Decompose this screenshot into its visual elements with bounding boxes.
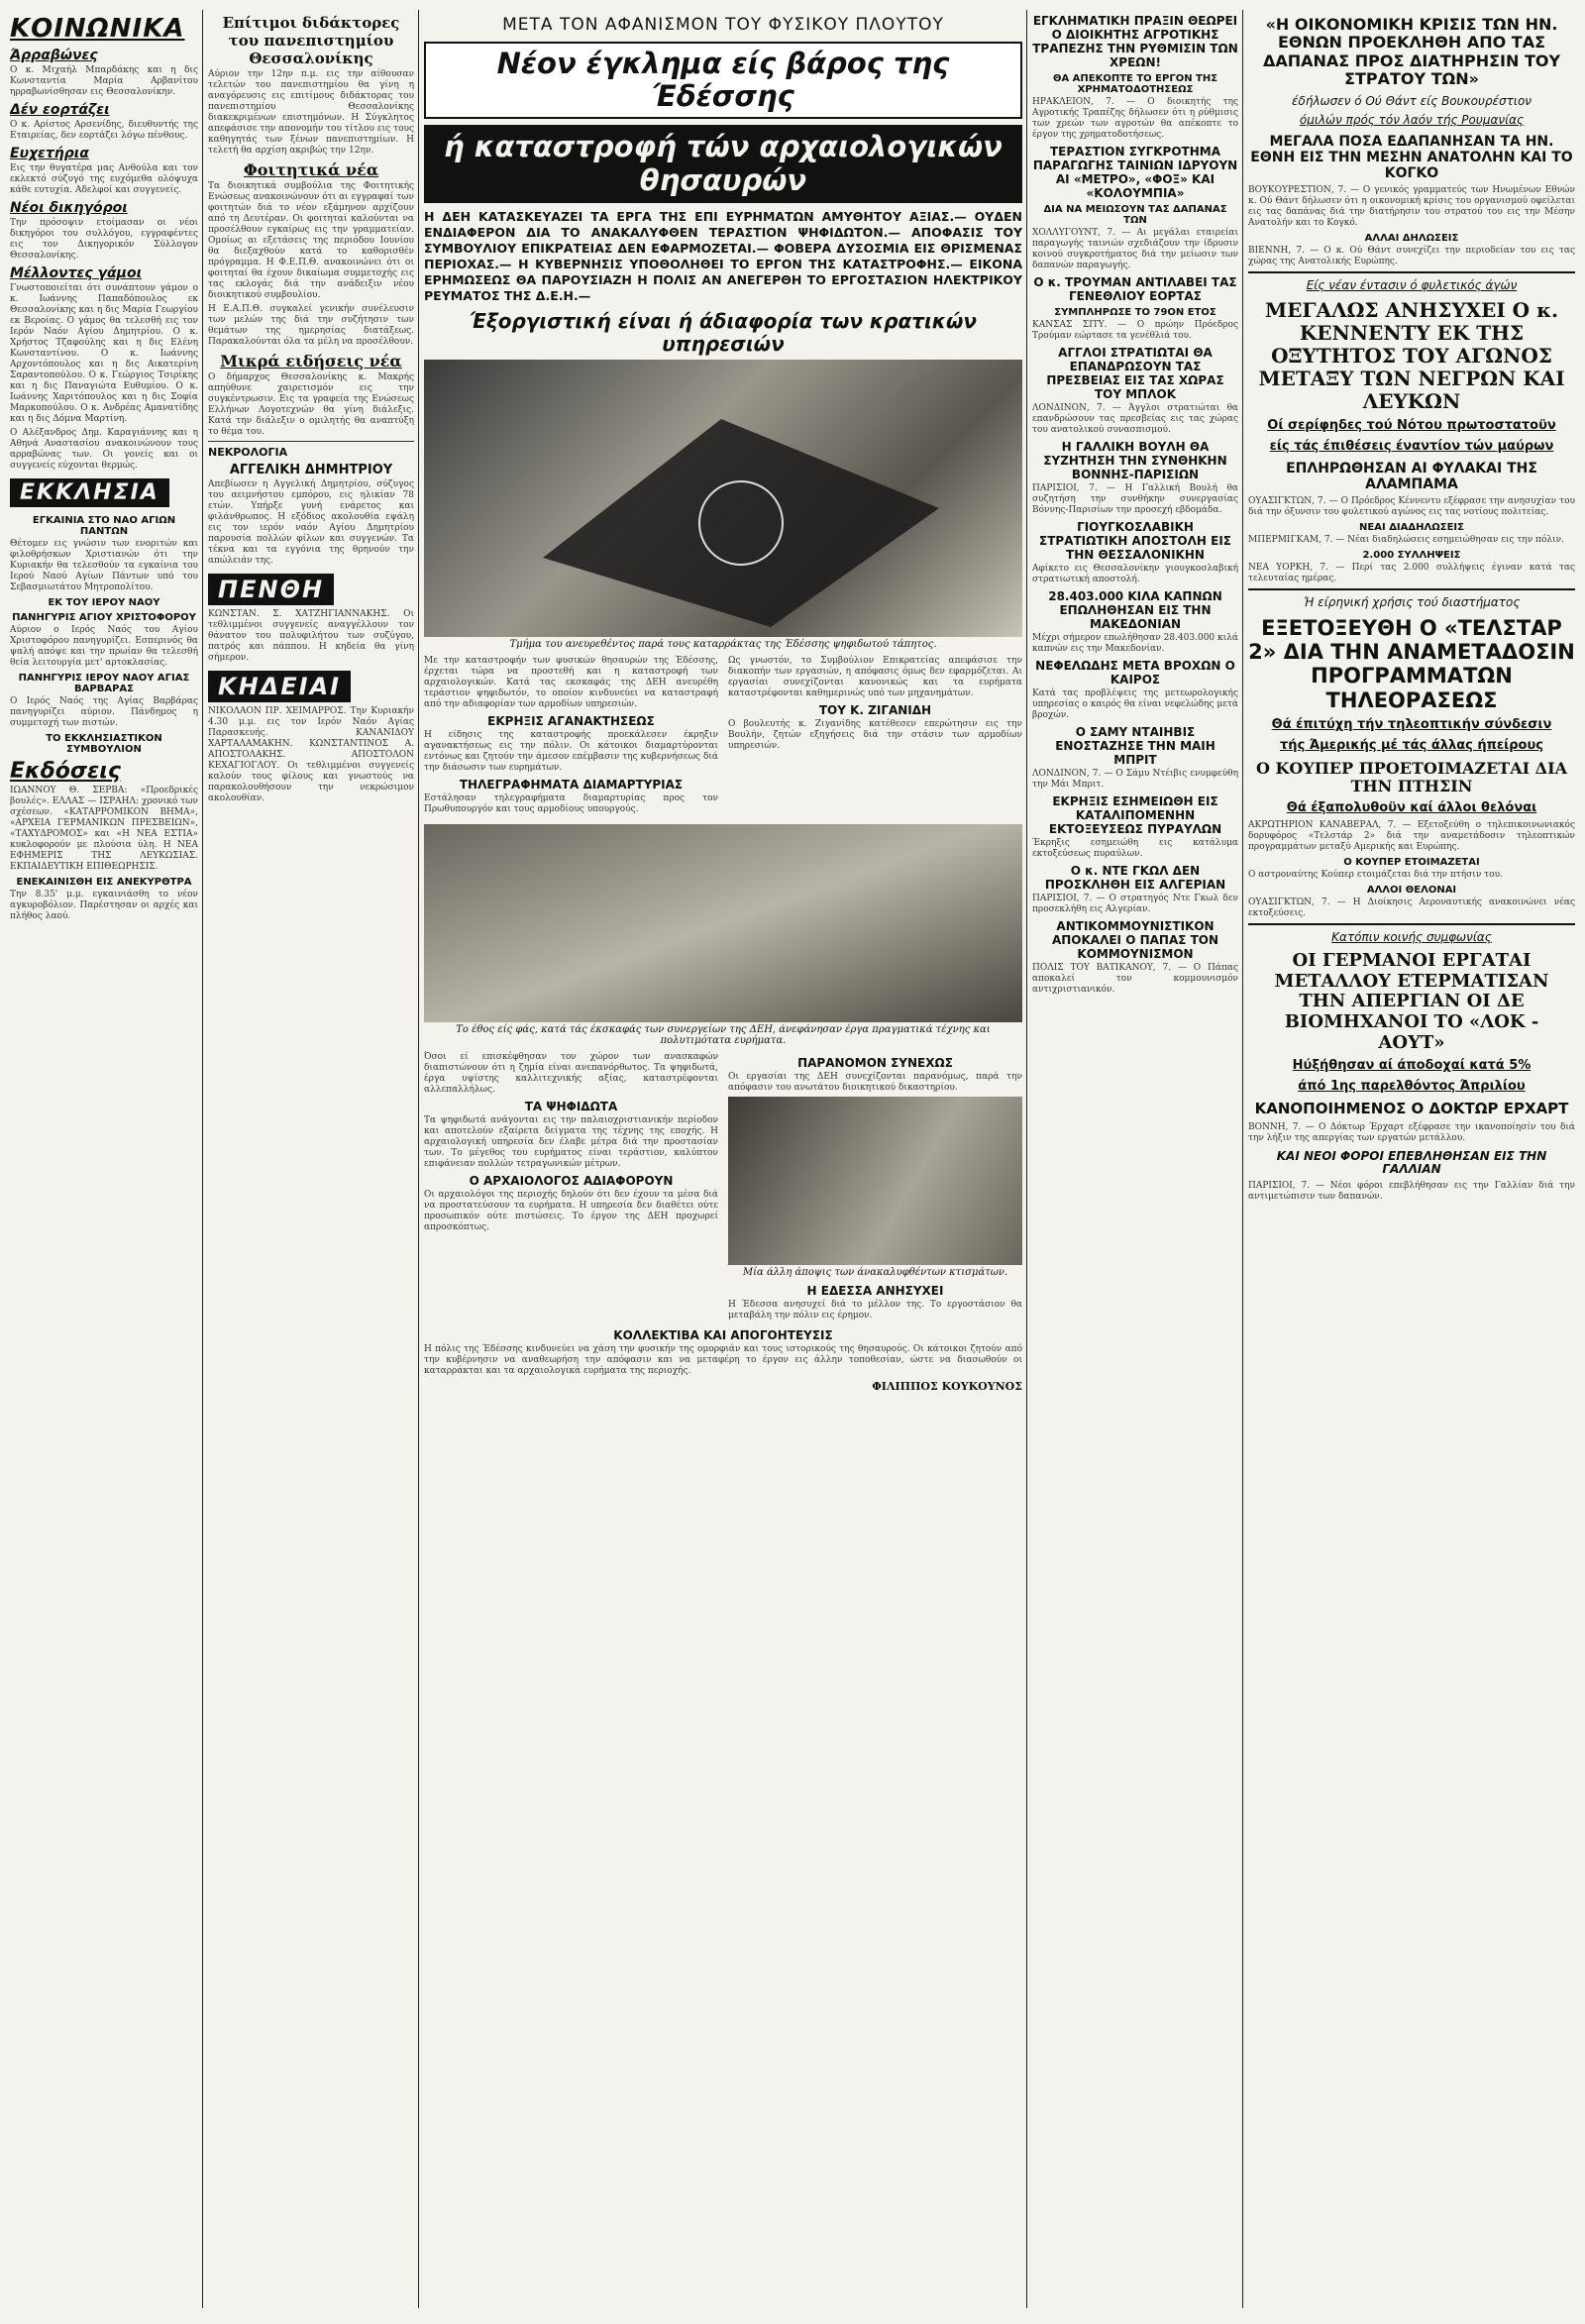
sub-cooper: Θά έξαπολυθοϋν καί άλλοι θελόναι — [1286, 800, 1537, 816]
sub-german-2: άπό 1ης παρελθόντος Άπριλίου — [1298, 1079, 1526, 1095]
section-ekklisia: ΕΚΚΛΗΣΙΑ — [10, 478, 169, 507]
main-headline-1: Νέον έγκλημα είς βάρος της Έδέσσης — [424, 42, 1022, 120]
heading-arravones: Άρραβώνες — [10, 48, 98, 63]
heading-alles-diloseis: ΑΛΛΑΙ ΔΗΛΩΣΕΙΣ — [1364, 233, 1459, 245]
heading-epitimoi: Επίτιμοι διδάκτορες του πανεπιστημίου Θεσσαλονίκης — [222, 14, 400, 67]
heading-2000: 2.000 ΣΥΛΛΗΨΕΙΣ — [1362, 550, 1461, 562]
headline-german-workers: ΟΙ ΓΕΡΜΑΝΟΙ ΕΡΓΑΤΑΙ ΜΕΤΑΛΛΟΥ ΕΤΕΡΜΑΤΙΣΑΝ ΤΗΝ ΑΠΕΡΓΙΑΝ ΟΙ ΔΕ ΒΙΟΜΗΧΑΝΟΙ ΤΟ «ΛΟΚ - ΑΟΥΤ» — [1274, 950, 1549, 1053]
section-penthi: ΠΕΝΘΗ — [208, 574, 334, 605]
heading-nees-diadiloseis: ΝΕΑΙ ΔΙΑΔΗΛΩΣΕΙΣ — [1359, 522, 1464, 534]
headline-un-crisis: «Η ΟΙΚΟΝΟΜΙΚΗ ΚΡΙΣΙΣ ΤΩΝ ΗΝ. ΕΘΝΩΝ ΠΡΟΕΚΛΗΘΗ ΑΠΟ ΤΑΣ ΔΑΠΑΝΑΣ ΠΡΟΣ ΔΙΑΤΗΡΗΣΙΝ ΤΟΥ ΣΤΡΑΤΟΥ ΤΩΝ» — [1262, 15, 1561, 89]
heading-eychteria: Ευχετήρια — [10, 146, 89, 161]
section-koinonika: ΚΟΙΝΩΝΙΚΑ — [10, 14, 185, 44]
heading-den-eortazei: Δέν εορτάζει — [10, 102, 110, 118]
main-story: ΜΕΤΑ ΤΟΝ ΑΦΑΝΙΣΜΟΝ ΤΟΥ ΦΥΣΙΚΟΥ ΠΛΟΥΤΟΥ Νέον έγκλημα είς βάρος της Έδέσσης ή καταστροφή τών αρχαιολογικών θησαυρών Η ΔΕΗ ΚΑΤΑΣΚΕΥΑΖΕΙ ΤΑ ΕΡΓΑ ΤΗΣ ΕΠΙ ΕΥΡΗΜΑΤΩΝ ΑΜΥΘΗΤΟΥ ΑΞΙΑΣ.— ΟΥΔΕΝ ΕΝΔΙΑΦΕΡΟΝ ΔΙΑ ΤΟ ΑΝΑΚΑΛΥΦΘΕΝ ΤΕΡΑΣΤΙΟΝ ΨΗΦΙΔΩΤΟΝ.— ΑΠΟΦΑΣΙΣ ΤΟΥ ΣΥΜΒΟΥΛΙΟΥ ΕΠΙΚΡΑΤΕΙΑΣ ΔΕΝ ΕΦΑΡΜΟΖΕΤΑΙ.— ΦΟΒΕΡΑ ΔΥΣΟΣΜΙΑ ΕΙΣ ΘΡΙΣΜΕΝΑΣ ΠΕΡΙΟΧΑΣ.— Η ΚΥΒΕΡΝΗΣΙΣ ΥΠΟΘΟΛΗΘΕΙ ΤΟ ΕΡΓΟΝ ΤΗΣ ΚΑΤΑΣΤΡΟΦΗΣ.— ΕΙΚΟΝΑ ΕΡΗΜΩΣΕΩΣ ΘΑ ΠΑΡΟΥΣΙΑΖΗ Η ΠΟΛΙΣ ΑΝ ΑΝΕΓΕΡΘΗ ΤΟ ΕΡΓΟΣΤΑΣΙΟΝ ΗΛΕΚΤΡΙΚΟΥ ΡΕΥΜΑΤΟΣ ΤΗΣ Δ.Ε.Η.— Έξοργιστική είναι ή άδιαφορία των κρατικών υπηρεσιών Τμήμα του ανευρεθέντος παρά τους καταρράκτας της Έδέσσης ψηφιδωτού τάπητος. Με την καταστροφήν των φυσικών θησαυρών της Έδέσσης, έρχεται τώρα να προστεθή και η καταστροφή των αρχαιολογικών. Κατά τας εκσκαφάς της ΔΕΗ ανευρέθη τεράστιον ψηφιδωτόν, το οποίον κινδυνεύει να καταστραφή από την αδιαφορίαν των αρμοδίων υπηρεσιών. ΕΚΡΗΞΙΣ ΑΓΑΝΑΚΤΗΣΕΩΣ Η είδησις της καταστροφής προεκάλεσεν έκρηξιν αγανακτήσεως εις την πόλιν. Οι κάτοικοι διαμαρτύρονται εντόνως και ζητούν την άμεσον επέμβασιν της κυβερνήσεως διά την διάσωσιν των ευρημάτων. ΤΗΛΕΓΡΑΦΗΜΑΤΑ ΔΙΑΜΑΡΤΥΡΙΑΣ Εστάλησαν τηλεγραφήματα διαμαρτυρίας προς τον Πρωθυπουργόν και τους αρμοδίους υπουργούς. Ως γνωστόν, το Συμβούλιον Επικρατείας απεφάσισε την διακοπήν των εργασιών, η απόφασις όμως δεν εφαρμόζεται. Αι εργασίαι συνεχίζονται κανονικώς και τα ευρήματα καταστρέφονται καθημερινώς υπό των μηχανημάτων. ΤΟΥ Κ. ΖΙΓΑΝΙΔΗ Ο βουλευτής κ. Ζιγανίδης κατέθεσεν επερώτησιν εις την Βουλήν, ζητών εξηγήσεις διά την στάσιν των αρμοδίων υπηρεσιών. Το έθος είς φάς, κατά τάς έκσκαφάς των συνεργείων της ΔΕΗ, άνεφάνησαν έργα πραγματικά τέχνης και πολυτιμότατα ευρήματα. Όσοι εί επισκέφθησαν τον χώρον των ανασκαφών διαπιστώνουν ότι η ζημία είναι ανεπανόρθωτος. Τα ψηφιδωτά, έργα υψίστης καλλιτεχνικής αξίας, καταστρέφονται αλλεπαλλήλως. ΤΑ ΨΗΦΙΔΩΤΑ Τα ψηφιδωτά ανάγονται εις την παλαιοχριστιανικήν περίοδον και αποτελούν εξαίρετα δείγματα της τέχνης της εποχής. Η αρχαιολογική υπηρεσία δεν έλαβε μέτρα διά την προστασίαν των. Το μέγεθος του ευρήματος είναι τεράστιον, καλύπτον επιφάνειαν πολλών τετραγωνικών μέτρων. Ο ΑΡΧΑΙΟΛΟΓΟΣ ΑΔΙΑΦΟΡΟΥΝ Οι αρχαιολόγοι της περιοχής δηλούν ότι δεν έχουν τα μέσα διά να προστατεύσουν τα ευρήματα. Η υπηρεσία δεν διαθέτει ούτε προσωπικόν ούτε πιστώσεις. Το έργον της ΔΕΗ προχωρεί απροσκόπτως. ΠΑΡΑΝΟΜΟΝ ΣΥΝΕΧΩΣ Οι εργασίαι της ΔΕΗ συνεχίζονται παρανόμως, παρά την απόφασιν του ανωτάτου διοικητικού δικαστηρίου. Μία άλλη άποψις των άνακαλυφθέντων κτισμάτων. Η ΕΔΕΣΣΑ ΑΝΗΣΥΧΕΙ Η Έδεσσα ανησυχεί διά το μέλλον της. Το εργοστάσιον θα μεταβάλη την πόλιν εις έρημον. ΚΟΛΛΕΚΤΙΒΑ ΚΑΙ ΑΠΟΓΟΗΤΕΥΣΙΣ Η πόλις της Έδέσσης κινδυνεύει να χάση την φυσικήν της ομορφιάν και τους ιστορικούς της θησαυρούς. Οι κάτοικοι ζητούν από την κυβέρνησιν να αναθεωρήση την απόφασιν και να μεταφέρη το έργον εις άλλην τοποθεσίαν, ώστε να διασωθούν οι καταρράκται και τα αρχαιολογικά ευρήματα της περιοχής. ΦΙΛΙΠΠΟΣ ΚΟΥΚΟΥΝΟΣ — [424, 15, 1022, 1393]
section-ekdoseis: Εκδόσεις — [10, 759, 121, 784]
heading-i-edessa: Η ΕΔΕΣΣΑ ΑΝΗΣΥΧΕΙ — [806, 1283, 944, 1298]
headline-kennedy: ΜΕΓΑΛΩΣ ΑΝΗΣΥΧΕΙ Ο κ. ΚΕΝΝΕΝΤΥ ΕΚ ΤΗΣ ΟΞΥΤΗΤΟΣ ΤΟΥ ΑΓΩΝΟΣ ΜΕΤΑΞΥ ΤΩΝ ΝΕΓΡΩΝ ΚΑΙ ΛΕΥΚΩΝ — [1258, 298, 1565, 414]
column-rule — [1026, 10, 1027, 2308]
sub-un-crisis-2: όμιλών πρός τόν λαόν τής Ρουμανίας — [1299, 113, 1525, 128]
main-kicker: ΜΕΤΑ ΤΟΝ ΑΦΑΝΙΣΜΟΝ ΤΟΥ ΦΥΣΙΚΟΥ ΠΛΟΥΤΟΥ — [502, 15, 944, 35]
heading-ek-tou-ierou-naou: ΕΚ ΤΟΥ ΙΕΡΟΥ ΝΑΟΥ — [48, 597, 160, 608]
caption-excavation: Το έθος είς φάς, κατά τάς έκσκαφάς των συνεργείων της ΔΕΗ, άνεφάνησαν έργα πραγματικά τέχνης και πολυτιμότατα ευρήματα. — [456, 1023, 991, 1046]
column-rule — [1242, 10, 1243, 2308]
column-social: ΚΟΙΝΩΝΙΚΑ Άρραβώνες Ο κ. Μιχαήλ Μπαρδάκης και η δις Κωνσταντία Μαρία Αρβανίτου ηρραβωνίσθησαν εις Θεσσαλονίκην. Δέν εορτάζει Ο κ. Αρίστος Αρσενίδης, διευθυντής της Εταιρείας, δεν εορτάζει λόγω πένθους. Ευχετήρια Εις την θυγατέρα μας Ανθούλα και τον εκλεκτό σύζυγό της ευχόμεθα ολόψυχα κάθε ευτυχία. Αδελφοί και συγγενείς. Νέοι δικηγόροι Την πρόσοψιν ετοίμασαν οι νέοι δικηγόροι του συλλόγου, εγγραφέντες εις τον Δικηγορικόν Σύλλογον Θεσσαλονίκης. Μέλλοντες γάμοι Γνωστοποιείται ότι συνάπτουν γάμον ο κ. Ιωάννης Παπαδόπουλος εκ Θεσσαλονίκης και η δις Μαρία Γεωργίου εκ Βεροίας. Ο γάμος θα τελεσθή εις τον Ιερόν Ναόν Αγίου Δημητρίου. Ο κ. Χρήστος Τζαφούλης και η δις Ελένη Κωνσταντίνου. Ο κ. Ιωάννης Αρχοντόπουλος και η δις Αικατερίνη Σαραντοπούλου. Ο κ. Γεώργιος Τσιρίκης και η δις Παναγιώτα Ευθυμίου. Ο κ. Ιωάννης Χαριτόπουλος και η δις Σοφία Μαρκοπούλου. Ο κ. Ανδρέας Αμανατίδης και η δις Δόμνα Μαρτίνη. Ο Αλέξανδρος Δημ. Καραγιάννης και η Αθηνά Αναστασίου ανακοινώνουν τους αρραβώνας των. Οι γονείς και οι συγγενείς εύχονται θερμώς. ΕΚΚΛΗΣΙΑ ΕΓΚΑΙΝΙΑ ΣΤΟ ΝΑΟ ΑΓΙΩΝ ΠΑΝΤΩΝ Θέτομεν εις γνώσιν των ενοριτών και φιλοθρήσκων Χριστιανών ότι την Κυριακήν θα τελεσθούν τα εγκαίνια του Ιερού Ναού Αγίων Πάντων υπό του Σεβασμιωτάτου Μητροπολίτου. ΕΚ ΤΟΥ ΙΕΡΟΥ ΝΑΟΥ ΠΑΝΗΓΥΡΙΣ ΑΓΙΟΥ ΧΡΙΣΤΟΦΟΡΟΥ Αύριον ο Ιερός Ναός του Αγίου Χριστοφόρου πανηγυρίζει. Εσπερινός θα ψαλή απόψε και την πρωίαν θα τελεσθή θεία λειτουργία μετ' αρτοκλασίας. ΠΑΝΗΓΥΡΙΣ ΙΕΡΟΥ ΝΑΟΥ ΑΓΙΑΣ ΒΑΡΒΑΡΑΣ Ο Ιερός Ναός της Αγίας Βαρβάρας πανηγυρίζει αύριον. Πάνδημος η συμμετοχή των πιστών. ΤΟ ΕΚΚΛΗΣΙΑΣΤΙΚΟΝ ΣΥΜΒΟΥΛΙΟΝ Εκδόσεις ΙΩΑΝΝΟΥ Θ. ΣΕΡΒΑ: «Προεδρικές βουλές». ΕΛΛΑΣ — ΙΣΡΑΗΛ: χρονικό των σχέσεων. «ΚΑΤΑΡΡΟΜΙΚΟΝ ΒΗΜΑ», «ΑΡΧΕΙΑ ΓΕΡΜΑΝΙΚΩΝ ΠΡΕΣΒΕΙΩΝ», «ΤΑΧΥΔΡΟΜΟΣ» και «Η ΝΕΑ ΕΣΤΙΑ» κυκλοφορούν με πλούσια ύλη. Η ΝΕΑ ΕΦΗΜΕΡΙΣ ΤΗΣ ΛΕΥΚΩΣΙΑΣ. ΕΚΠΑΙΔΕΥΤΙΚΗ ΕΠΙΘΕΩΡΗΣΙΣ. ΕΝΕΚΑΙΝΙΣΘΗ ΕΙΣ ΑΝΕΚΥΡΘΤΡΑ Την 8.35' μ.μ. εγκαινιάσθη το νέον αγκυροβόλιον. Παρέστησαν οι αρχές και πλήθος λαού. — [10, 14, 198, 921]
sub-telstar-1: Θά έπιτύχη τήν τηλεοπτικήν σύνδεσιν — [1271, 716, 1552, 732]
heading-paranomon: ΠΑΡΑΝΟΜΟΝ ΣΥΝΕΧΩΣ — [797, 1055, 953, 1070]
headline-foroi: ΚΑΙ ΝΕΟΙ ΦΟΡΟΙ ΕΠΕΒΛΗΘΗΣΑΝ ΕΙΣ ΤΗΝ ΓΑΛΛΙΑΝ — [1276, 1148, 1547, 1177]
headline-pyraulon: ΕΚΡΗΞΙΣ ΕΣΗΜΕΙΩΘΗ ΕΙΣ ΚΑΤΑΛΙΠΟΜΕΝΗΝ ΕΚΤΟΞΕΥΣΕΩΣ ΠΥΡΑΥΛΩΝ — [1048, 794, 1222, 836]
heading-panigyris-varvaras: ΠΑΝΗΓΥΡΙΣ ΙΕΡΟΥ ΝΑΟΥ ΑΓΙΑΣ ΒΑΡΒΑΡΑΣ — [18, 673, 190, 694]
sub-agrotiki: ΘΑ ΑΠΕΚΟΠΤΕ ΤΟ ΕΡΓΟΝ ΤΗΣ ΧΡΗΜΑΤΟΔΟΤΗΣΕΩΣ — [1052, 73, 1218, 95]
caption-mosaic: Τμήμα του ανευρεθέντος παρά τους καταρράκτας της Έδέσσης ψηφιδωτού τάπητος. — [509, 638, 937, 650]
excavation-photo — [424, 824, 1022, 1022]
headline-davis: Ο ΣΑΜΥ ΝΤΑΙΗΒΙΣ ΕΝΟΣΤΑΖΗΣΕ ΤΗΝ ΜΑΙΗ ΜΠΡΙΤ — [1055, 725, 1215, 767]
heading-enkainisi: ΕΓΚΑΙΝΙΑ ΣΤΟ ΝΑΟ ΑΓΙΩΝ ΠΑΝΤΩΝ — [32, 515, 176, 537]
column-rule — [202, 10, 203, 2308]
heading-kollektiva: ΚΟΛΛΕΚΤΙΒΑ ΚΑΙ ΑΠΟΓΟΗΤΕΥΣΙΣ — [613, 1327, 833, 1342]
heading-ekklisiastikon: ΤΟ ΕΚΚΛΗΣΙΑΣΤΙΚΟΝ ΣΥΜΒΟΥΛΙΟΝ — [46, 733, 162, 755]
heading-ta-psifidota: ΤΑ ΨΗΦΙΔΩΤΑ — [524, 1099, 618, 1113]
kicker-agreement: Κατόπιν κοινής συμφωνίας — [1331, 930, 1492, 945]
headline-angloi: ΑΓΓΛΟΙ ΣΤΡΑΤΙΩΤΑΙ ΘΑ ΕΠΑΝΔΡΩΣΟΥΝ ΤΑΣ ΠΡΕΣΒΕΙΑΣ ΕΙΣ ΤΑΣ ΧΩΡΑΣ ΤΟΥ ΜΠΛΟΚ — [1046, 346, 1224, 401]
heading-nekrologia: ΝΕΚΡΟΛΟΓΙΑ — [208, 446, 288, 459]
sub-tainiai: ΔΙΑ ΝΑ ΜΕΙΩΣΟΥΝ ΤΑΣ ΔΑΠΑΝΑΣ ΤΩΝ — [1043, 204, 1227, 226]
heading-ekrixis: ΕΚΡΗΞΙΣ ΑΓΑΝΑΚΤΗΣΕΩΣ — [487, 713, 655, 728]
sub-kennedy-2: είς τάς έπιθέσεις έναντίον τών μαύρων — [1269, 439, 1554, 455]
headline-tainiai: ΤΕΡΑΣΤΙΟΝ ΣΥΓΚΡΟΤΗΜΑ ΠΑΡΑΓΩΓΗΣ ΤΑΙΝΙΩΝ ΙΔΡΥΟΥΝ ΑΙ «ΜΕΤΡΟ», «ΦΟΞ» ΚΑΙ «ΚΟΛΟΥΜΠΙΑ» — [1032, 145, 1238, 200]
sub-kennedy-1: Οί σερίφηδες τού Νότου πρωτοστατοϋν — [1267, 418, 1556, 434]
author-name: ΦΙΛΙΠΠΟΣ ΚΟΥΚΟΥΝΟΣ — [872, 1379, 1022, 1393]
heading-cooper-etoimazetai: Ο ΚΟΥΠΕΡ ΕΤΟΙΜΑΖΕΤΑΙ — [1343, 857, 1480, 869]
mosaic-photo — [424, 360, 1022, 637]
sub-un-crisis-1: έδήλωσεν ό Ού Θάντ είς Βουκουρέστιον — [1292, 93, 1532, 108]
headline-erhard: ΚΑΝΟΠΟΙΗΜΕΝΟΣ Ο ΔΟΚΤΩΡ ΕΡΧΑΡΤ — [1254, 1100, 1569, 1118]
heading-neoi-dikigoroi: Νέοι δικηγόροι — [10, 200, 128, 216]
headline-giougkoslaviki: ΓΙΟΥΓΚΟΣΛΑΒΙΚΗ ΣΤΡΑΤΙΩΤΙΚΗ ΑΠΟΣΤΟΛΗ ΕΙΣ ΤΗΝ ΘΕΣΣΑΛΟΝΙΚΗΝ — [1039, 520, 1231, 562]
heading-foititika: Φοιτητικά νέα — [243, 160, 379, 179]
heading-panigyris-christoforou: ΠΑΝΗΓΥΡΙΣ ΑΓΙΟΥ ΧΡΙΣΤΟΦΟΡΟΥ — [12, 612, 196, 623]
sub-german-1: Ηύξήθησαν αί άποδοχαί κατά 5% — [1292, 1058, 1532, 1074]
headline-trouman: Ο κ. ΤΡΟΥΜΑΝ ΑΝΤΙΛΑΒΕΙ ΤΑΣ ΓΕΝΕΘΛΙΟΥ ΕΟΡΤΑΣ — [1033, 275, 1237, 303]
column-news-small: Επίτιμοι διδάκτορες του πανεπιστημίου Θεσσαλονίκης Αύριον την 12ην π.μ. εις την αίθουσαν τελετών του πανεπιστημίου θα γίνη η αναγόρευσις εις επιτίμους διδάκτορας του πανεπιστημίου Θεσσαλονίκης διακεκριμένων επιστημόνων. Η Σύγκλητος απεφάσισε την απονομήν του τίτλου εις τους καθηγητάς των ξένων πανεπιστημίων. Η τελετή θα αρχίση ακριβώς την 12ην. Φοιτητικά νέα Τα διοικητικά συμβούλια της Φοιτητικής Ενώσεως ανακοινώνουν ότι αι εγγραφαί των φοιτητών διά το νέον εξάμηνον αρχίζουν από τη Δευτέραν. Οι φοιτηταί καλούνται να προσέλθουν εγκαίρως εις την γραμματείαν. Ομοίως αι εξετάσεις της περιόδου Ιουνίου θα διεξαχθούν κατά το καθορισθέν πρόγραμμα. Η Φ.Ε.Π.Θ. ανακοινώνει ότι οι φοιτηταί θα έχουν δικαίωμα συμμετοχής εις τας εκλογάς διά την ανάδειξιν νέου διοικητικού συμβουλίου. Η Ε.Α.Π.Θ. συγκαλεί γενικήν συνέλευσιν των μελών της διά την συζήτησιν των θεμάτων της ημερησίας διατάξεως. Παρακαλούνται όλα τα μέλη να προσέλθουν. Μικρά ειδήσεις νέα Ο δήμαρχος Θεσσαλονίκης κ. Μακρής απηύθυνε χαιρετισμόν εις την συγκέντρωσιν. Εις τα γραφεία της Ενώσεως Ελλήνων Λογοτεχνών θα γίνη διάλεξις. Κατά την διάλεξιν ο ομιλητής θα αναπτύξη το θέμα του. ΝΕΚΡΟΛΟΓΙΑ ΑΓΓΕΛΙΚΗ ΔΗΜΗΤΡΙΟΥ Απεβίωσεν η Αγγελική Δημητρίου, σύζυγος του αειμνήστου εμπόρου, εις ηλικίαν 78 ετών. Υπήρξε γυνή ενάρετος και φιλάνθρωπος. Η εξόδιος ακολουθία εψάλη εις τον ιερόν ναόν Αγίου Δημητρίου παρουσία πολλών φίλων και συγγενών. Τα τέκνα και τα εγγόνια της θρηνούν την απώλειάν της. ΠΕΝΘΗ ΚΩΝΣΤΑΝ. Σ. ΧΑΤΖΗΓΙΑΝΝΑΚΗΣ. Οι τεθλιμμένοι συγγενείς αναγγέλλουν τον θάνατον του πολυφιλήτου των συζύγου, πατρός και πάππου. Η κηδεία θα γίνη σήμερον. ΚΗΔΕΙΑΙ ΝΙΚΟΛΑΟΝ ΠΡ. ΧΕΙΜΑΡΡΟΣ. Την Κυριακήν 4.30 μ.μ. εις τον Ιερόν Ναόν Αγίας Παρασκευής. ΚΑΝΑΝΙΔΟΥ ΧΑΡΤΑΛΑΜΑΚΗΝ. ΚΩΝΣΤΑΝΤΙΝΟΣ Α. ΑΠΟΣΤΟΛΑΚΗΣ. ΑΠΟΣΤΟΛΟΝ ΚΕΧΑΓΙΟΓΛΟΥ. Οι τεθλιμμένοι συγγενείς καλούν τους φίλους και γνωστούς να παρακολουθήσουν την νεκρώσιμον ακολουθίαν. — [208, 14, 414, 803]
main-subhead: Έξοργιστική είναι ή άδιαφορία των κρατικών υπηρεσιών — [470, 308, 977, 356]
headline-alabama: ΕΠΛΗΡΩΘΗΣΑΝ ΑΙ ΦΥΛΑΚΑΙ ΤΗΣ ΑΛΑΜΠΑΜΑ — [1286, 461, 1537, 493]
kicker-race: Είς νέαν έντασιν ό φυλετικός άγών — [1306, 278, 1518, 293]
headline-de-gaulle: Ο κ. ΝΤΕ ΓΚΩΛ ΔΕΝ ΠΡΟΣΚΛΗΘΗ ΕΙΣ ΑΛΓΕΡΙΑΝ — [1044, 864, 1226, 892]
heading-alloi-thelonai: ΑΛΛΟΙ ΘΕΛΟΝΑΙ — [1366, 885, 1457, 897]
headline-papas: ΑΝΤΙΚΟΜΜΟΥΝΙΣΤΙΚΟΝ ΑΠΟΚΑΛΕΙ Ο ΠΑΠΑΣ ΤΟΝ ΚΟΜΜΟΥΝΙΣΜΟΝ — [1051, 919, 1219, 961]
heading-mellontes-gamoi: Μέλλοντες γάμοι — [10, 265, 143, 281]
heading-enkainisi-anekyrxtira: ΕΝΕΚΑΙΝΙΣΘΗ ΕΙΣ ΑΝΕΚΥΡΘΤΡΑ — [16, 877, 192, 888]
headline-kairos: ΝΕΦΕΛΩΔΗΣ ΜΕΤΑ ΒΡΟΧΩΝ Ο ΚΑΙΡΟΣ — [1035, 659, 1235, 687]
main-headline-2: ή καταστροφή τών αρχαιολογικών θησαυρών — [424, 125, 1022, 203]
headline-un-costs: ΜΕΓΑΛΑ ΠΟΣΑ ΕΔΑΠΑΝΗΣΑΝ ΤΑ ΗΝ. ΕΘΝΗ ΕΙΣ ΤΗΝ ΜΕΣΗΝ ΑΝΑΤΟΛΗΝ ΚΑΙ ΤΟ ΚΟΓΚΟ — [1250, 134, 1573, 182]
heading-mikra-eidiseis: Μικρά ειδήσεις νέα — [220, 352, 402, 370]
headline-agrotiki: ΕΓΚΛΗΜΑΤΙΚΗ ΠΡΑΞΙΝ ΘΕΩΡΕΙ Ο ΔΙΟΙΚΗΤΗΣ ΑΓΡΟΤΙΚΗΣ ΤΡΑΠΕΖΗΣ ΤΗΝ ΡΥΘΜΙΣΙΝ ΤΩΝ ΧΡΕΩΝ! — [1032, 14, 1238, 69]
heading-ziganidi: ΤΟΥ Κ. ΖΙΓΑΝΙΔΗ — [818, 702, 932, 717]
sub-telstar-2: τής Άμερικής μέ τάς άλλας ήπείρους — [1280, 737, 1543, 753]
column-rule — [418, 10, 419, 2308]
main-deck: Η ΔΕΗ ΚΑΤΑΣΚΕΥΑΖΕΙ ΤΑ ΕΡΓΑ ΤΗΣ ΕΠΙ ΕΥΡΗΜΑΤΩΝ ΑΜΥΘΗΤΟΥ ΑΞΙΑΣ.— ΟΥΔΕΝ ΕΝΔΙΑΦΕΡΟΝ ΔΙΑ ΤΟ ΑΝΑΚΑΛΥΦΘΕΝ ΤΕΡΑΣΤΙΟΝ ΨΗΦΙΔΩΤΟΝ.— ΑΠΟΦΑΣΙΣ ΤΟΥ ΣΥΜΒΟΥΛΙΟΥ ΕΠΙΚΡΑΤΕΙΑΣ ΔΕΝ ΕΦΑΡΜΟΖΕΤΑΙ.— ΦΟΒΕΡΑ ΔΥΣΟΣΜΙΑ ΕΙΣ ΘΡΙΣΜΕΝΑΣ ΠΕΡΙΟΧΑΣ.— Η ΚΥΒΕΡΝΗΣΙΣ ΥΠΟΘΟΛΗΘΕΙ ΤΟ ΕΡΓΟΝ ΤΗΣ ΚΑΤΑΣΤΡΟΦΗΣ.— ΕΙΚΟΝΑ ΕΡΗΜΩΣΕΩΣ ΘΑ ΠΑΡΟΥΣΙΑΖΗ Η ΠΟΛΙΣ ΑΝ ΑΝΕΓΕΡΘΗ ΤΟ ΕΡΓΟΣΤΑΣΙΟΝ ΗΛΕΚΤΡΙΚΟΥ ΡΕΥΜΑΤΟΣ ΤΗΣ Δ.Ε.Η.— — [424, 208, 1022, 303]
section-kideiai: ΚΗΔΕΙΑΙ — [208, 671, 351, 702]
heading-tilegrafimata: ΤΗΛΕΓΡΑΦΗΜΑΤΑ ΔΙΑΜΑΡΤΥΡΙΑΣ — [459, 777, 684, 792]
column-news-mid: ΕΓΚΛΗΜΑΤΙΚΗ ΠΡΑΞΙΝ ΘΕΩΡΕΙ Ο ΔΙΟΙΚΗΤΗΣ ΑΓΡΟΤΙΚΗΣ ΤΡΑΠΕΖΗΣ ΤΗΝ ΡΥΘΜΙΣΙΝ ΤΩΝ ΧΡΕΩΝ! ΘΑ ΑΠΕΚΟΠΤΕ ΤΟ ΕΡΓΟΝ ΤΗΣ ΧΡΗΜΑΤΟΔΟΤΗΣΕΩΣ ΗΡΑΚΛΕΙΟΝ, 7. — Ο διοικητής της Αγροτικής Τραπέζης δήλωσεν ότι η ρύθμισις των χρεών των αγροτών θα απέκοπτε το έργον της χρηματοδοτήσεως. ΤΕΡΑΣΤΙΟΝ ΣΥΓΚΡΟΤΗΜΑ ΠΑΡΑΓΩΓΗΣ ΤΑΙΝΙΩΝ ΙΔΡΥΟΥΝ ΑΙ «ΜΕΤΡΟ», «ΦΟΞ» ΚΑΙ «ΚΟΛΟΥΜΠΙΑ» ΔΙΑ ΝΑ ΜΕΙΩΣΟΥΝ ΤΑΣ ΔΑΠΑΝΑΣ ΤΩΝ ΧΟΛΛΥΓΟΥΝΤ, 7. — Αι μεγάλαι εταιρείαι παραγωγής ταινιών σχεδιάζουν την ίδρυσιν κοινού συγκροτήματος διά την μείωσιν των δαπανών παραγωγής. Ο κ. ΤΡΟΥΜΑΝ ΑΝΤΙΛΑΒΕΙ ΤΑΣ ΓΕΝΕΘΛΙΟΥ ΕΟΡΤΑΣ ΣΥΜΠΛΗΡΩΣΕ ΤΟ 79ΟΝ ΕΤΟΣ ΚΑΝΣΑΣ ΣΙΤΥ. — Ο πρώην Πρόεδρος Τρούμαν εώρτασε τα γενέθλιά του. ΑΓΓΛΟΙ ΣΤΡΑΤΙΩΤΑΙ ΘΑ ΕΠΑΝΔΡΩΣΟΥΝ ΤΑΣ ΠΡΕΣΒΕΙΑΣ ΕΙΣ ΤΑΣ ΧΩΡΑΣ ΤΟΥ ΜΠΛΟΚ ΛΟΝΔΙΝΟΝ, 7. — Άγγλοι στρατιώται θα επανδρώσουν τας πρεσβείας εις τας χώρας του ανατολικού συνασπισμού. Η ΓΑΛΛΙΚΗ ΒΟΥΛΗ ΘΑ ΣΥΖΗΤΗΣΗ ΤΗΝ ΣΥΝΘΗΚΗΝ ΒΟΝΝΗΣ-ΠΑΡΙΣΙΩΝ ΠΑΡΙΣΙΟΙ, 7. — Η Γαλλική Βουλή θα συζητήση την συνθήκην συνεργασίας Βόννης-Παρισίων την προσεχή εβδομάδα. ΓΙΟΥΓΚΟΣΛΑΒΙΚΗ ΣΤΡΑΤΙΩΤΙΚΗ ΑΠΟΣΤΟΛΗ ΕΙΣ ΤΗΝ ΘΕΣΣΑΛΟΝΙΚΗΝ Αφίκετο εις Θεσσαλονίκην γιουγκοσλαβική στρατιωτική αποστολή. 28.403.000 ΚΙΛΑ ΚΑΠΝΩΝ ΕΠΩΛΗΘΗΣΑΝ ΕΙΣ ΤΗΝ ΜΑΚΕΔΟΝΙΑΝ Μέχρι σήμερον επωλήθησαν 28.403.000 κιλά καπνών εις την Μακεδονίαν. ΝΕΦΕΛΩΔΗΣ ΜΕΤΑ ΒΡΟΧΩΝ Ο ΚΑΙΡΟΣ Κατά τας προβλέψεις της μετεωρολογικής υπηρεσίας ο καιρός θα είναι νεφελώδης μετά βροχών. Ο ΣΑΜΥ ΝΤΑΙΗΒΙΣ ΕΝΟΣΤΑΖΗΣΕ ΤΗΝ ΜΑΙΗ ΜΠΡΙΤ ΛΟΝΔΙΝΟΝ, 7. — Ο Σάμυ Ντέιβις ενυμφεύθη την Μάι Μπριτ. ΕΚΡΗΞΙΣ ΕΣΗΜΕΙΩΘΗ ΕΙΣ ΚΑΤΑΛΙΠΟΜΕΝΗΝ ΕΚΤΟΞΕΥΣΕΩΣ ΠΥΡΑΥΛΩΝ Έκρηξις εσημειώθη εις κατάλυμα εκτοξεύσεως πυραύλων. Ο κ. ΝΤΕ ΓΚΩΛ ΔΕΝ ΠΡΟΣΚΛΗΘΗ ΕΙΣ ΑΛΓΕΡΙΑΝ ΠΑΡΙΣΙΟΙ, 7. — Ο στρατηγός Ντε Γκωλ δεν προσεκλήθη εις Αλγερίαν. ΑΝΤΙΚΟΜΜΟΥΝΙΣΤΙΚΟΝ ΑΠΟΚΑΛΕΙ Ο ΠΑΠΑΣ ΤΟΝ ΚΟΜΜΟΥΝΙΣΜΟΝ ΠΟΛΙΣ ΤΟΥ ΒΑΤΙΚΑΝΟΥ, 7. — Ο Πάπας αποκαλεί τον κομμουνισμόν αντιχριστιανικόν. — [1032, 14, 1238, 995]
ruins-photo — [728, 1097, 1022, 1265]
headline-telstar: ΕΞΕΤΟΞΕΥΘΗ Ο «ΤΕΛΣΤΑΡ 2» ΔΙΑ ΤΗΝ ΑΝΑΜΕΤΑΔΟΣΙΝ ΠΡΟΓΡΑΜΜΑΤΩΝ ΤΗΛΕΟΡΑΣΕΩΣ — [1248, 616, 1575, 712]
sub-trouman: ΣΥΜΠΛΗΡΩΣΕ ΤΟ 79ΟΝ ΕΤΟΣ — [1054, 307, 1216, 318]
heading-angeliki: ΑΓΓΕΛΙΚΗ ΔΗΜΗΤΡΙΟΥ — [229, 463, 393, 477]
heading-archaiologos: Ο ΑΡΧΑΙΟΛΟΓΟΣ ΑΔΙΑΦΟΡΟΥΝ — [469, 1173, 674, 1188]
column-world: «Η ΟΙΚΟΝΟΜΙΚΗ ΚΡΙΣΙΣ ΤΩΝ ΗΝ. ΕΘΝΩΝ ΠΡΟΕΚΛΗΘΗ ΑΠΟ ΤΑΣ ΔΑΠΑΝΑΣ ΠΡΟΣ ΔΙΑΤΗΡΗΣΙΝ ΤΟΥ ΣΤΡΑΤΟΥ ΤΩΝ» έδήλωσεν ό Ού Θάντ είς Βουκουρέστιον όμιλών πρός τόν λαόν τής Ρουμανίας ΜΕΓΑΛΑ ΠΟΣΑ ΕΔΑΠΑΝΗΣΑΝ ΤΑ ΗΝ. ΕΘΝΗ ΕΙΣ ΤΗΝ ΜΕΣΗΝ ΑΝΑΤΟΛΗΝ ΚΑΙ ΤΟ ΚΟΓΚΟ ΒΟΥΚΟΥΡΕΣΤΙΟΝ, 7. — Ο γενικός γραμματεύς των Ηνωμένων Εθνών κ. Ού Θάντ δήλωσεν ότι η οικονομική κρίσις του οργανισμού οφείλεται εις τας δαπάνας διά την διατήρησιν του στρατού του εις την Μέσην Ανατολήν και το Κογκό. ΑΛΛΑΙ ΔΗΛΩΣΕΙΣ ΒΙΕΝΝΗ, 7. — Ο κ. Ού Θάντ συνεχίζει την περιοδείαν του εις τας χώρας της Ανατολικής Ευρώπης. Είς νέαν έντασιν ό φυλετικός άγών ΜΕΓΑΛΩΣ ΑΝΗΣΥΧΕΙ Ο κ. ΚΕΝΝΕΝΤΥ ΕΚ ΤΗΣ ΟΞΥΤΗΤΟΣ ΤΟΥ ΑΓΩΝΟΣ ΜΕΤΑΞΥ ΤΩΝ ΝΕΓΡΩΝ ΚΑΙ ΛΕΥΚΩΝ Οί σερίφηδες τού Νότου πρωτοστατοϋν είς τάς έπιθέσεις έναντίον τών μαύρων ΕΠΛΗΡΩΘΗΣΑΝ ΑΙ ΦΥΛΑΚΑΙ ΤΗΣ ΑΛΑΜΠΑΜΑ ΟΥΑΣΙΓΚΤΩΝ, 7. — Ο Πρόεδρος Κέννεντυ εξέφρασε την ανησυχίαν του διά την όξυνσιν του φυλετικού αγώνος εις τας νοτίους πολιτείας. ΝΕΑΙ ΔΙΑΔΗΛΩΣΕΙΣ ΜΠΕΡΜΙΓΚΑΜ, 7. — Νέαι διαδηλώσεις εσημειώθησαν εις την πόλιν. 2.000 ΣΥΛΛΗΨΕΙΣ ΝΕΑ ΥΟΡΚΗ, 7. — Περί τας 2.000 συλλήψεις έγιναν κατά τας τελευταίας ημέρας. Ή είρηνική χρήσις τού διαστήματος ΕΞΕΤΟΞΕΥΘΗ Ο «ΤΕΛΣΤΑΡ 2» ΔΙΑ ΤΗΝ ΑΝΑΜΕΤΑΔΟΣΙΝ ΠΡΟΓΡΑΜΜΑΤΩΝ ΤΗΛΕΟΡΑΣΕΩΣ Θά έπιτύχη τήν τηλεοπτικήν σύνδεσιν τής Άμερικής μέ τάς άλλας ήπείρους Ο ΚΟΥΠΕΡ ΠΡΟΕΤΟΙΜΑΖΕΤΑΙ ΔΙΑ ΤΗΝ ΠΤΗΣΙΝ Θά έξαπολυθοϋν καί άλλοι θελόναι ΑΚΡΩΤΗΡΙΟΝ ΚΑΝΑΒΕΡΑΛ, 7. — Εξετοξεύθη ο τηλεπικοινωνιακός δορυφόρος «Τελστάρ 2» διά την αναμετάδοσιν τηλεοπτικών προγραμμάτων μεταξύ Αμερικής και Ευρώπης. Ο ΚΟΥΠΕΡ ΕΤΟΙΜΑΖΕΤΑΙ Ο αστροναύτης Κούπερ ετοιμάζεται διά την πτήσιν του. ΑΛΛΟΙ ΘΕΛΟΝΑΙ ΟΥΑΣΙΓΚΤΩΝ, 7. — Η Διοίκησις Αεροναυτικής ανακοινώνει νέας εκτοξεύσεις. Κατόπιν κοινής συμφωνίας ΟΙ ΓΕΡΜΑΝΟΙ ΕΡΓΑΤΑΙ ΜΕΤΑΛΛΟΥ ΕΤΕΡΜΑΤΙΣΑΝ ΤΗΝ ΑΠΕΡΓΙΑΝ ΟΙ ΔΕ ΒΙΟΜΗΧΑΝΟΙ ΤΟ «ΛΟΚ - ΑΟΥΤ» Ηύξήθησαν αί άποδοχαί κατά 5% άπό 1ης παρελθόντος Άπριλίου ΚΑΝΟΠΟΙΗΜΕΝΟΣ Ο ΔΟΚΤΩΡ ΕΡΧΑΡΤ ΒΟΝΝΗ, 7. — Ο Δόκτωρ Έρχαρτ εξέφρασε την ικανοποίησίν του διά την λήξιν της απεργίας των εργατών μετάλλου. ΚΑΙ ΝΕΟΙ ΦΟΡΟΙ ΕΠΕΒΛΗΘΗΣΑΝ ΕΙΣ ΤΗΝ ΓΑΛΛΙΑΝ ΠΑΡΙΣΙΟΙ, 7. — Νέοι φόροι επεβλήθησαν εις την Γαλλίαν διά την αντιμετώπισιν των δαπανών. — [1248, 15, 1575, 1203]
headline-galliki: Η ΓΑΛΛΙΚΗ ΒΟΥΛΗ ΘΑ ΣΥΖΗΤΗΣΗ ΤΗΝ ΣΥΝΘΗΚΗΝ ΒΟΝΝΗΣ-ΠΑΡΙΣΙΩΝ — [1043, 440, 1227, 481]
kicker-space: Ή είρηνική χρήσις τού διαστήματος — [1303, 595, 1521, 610]
headline-cooper: Ο ΚΟΥΠΕΡ ΠΡΟΕΤΟΙΜΑΖΕΤΑΙ ΔΙΑ ΤΗΝ ΠΤΗΣΙΝ — [1256, 758, 1567, 795]
headline-kapnon: 28.403.000 ΚΙΛΑ ΚΑΠΝΩΝ ΕΠΩΛΗΘΗΣΑΝ ΕΙΣ ΤΗΝ ΜΑΚΕΔΟΝΙΑΝ — [1048, 589, 1222, 631]
caption-ruins: Μία άλλη άποψις των άνακαλυφθέντων κτισμάτων. — [742, 1266, 1008, 1278]
